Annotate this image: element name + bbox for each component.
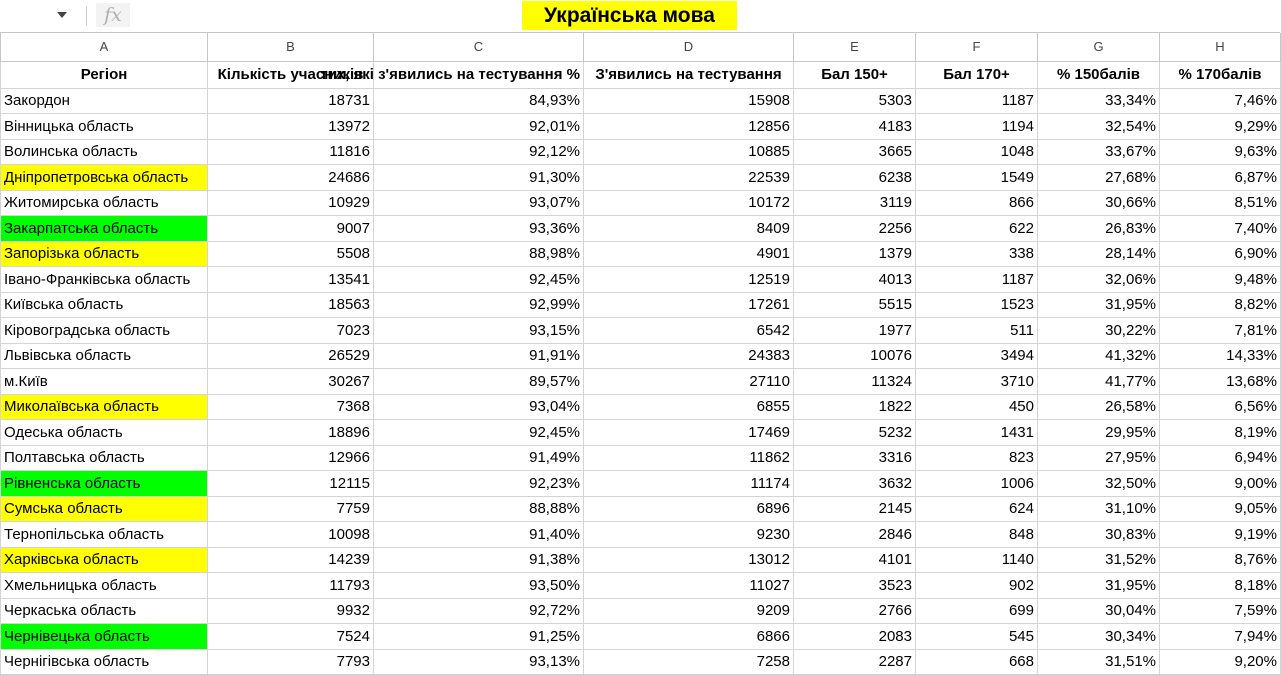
- pct-appeared-cell[interactable]: 92,45%: [374, 420, 584, 446]
- participants-cell[interactable]: 13972: [208, 114, 374, 140]
- spreadsheet-grid: [0, 33, 1281, 675]
- column-header-e[interactable]: E: [794, 33, 916, 61]
- appeared-cell[interactable]: 6866: [584, 624, 794, 650]
- table-row: [1, 420, 1281, 446]
- score150-cell[interactable]: 6238: [794, 165, 916, 191]
- pct150-cell[interactable]: 32,50%: [1038, 471, 1160, 497]
- table-row: [1, 139, 1281, 165]
- participants-cell[interactable]: 11793: [208, 573, 374, 599]
- score150-cell[interactable]: 3119: [794, 190, 916, 216]
- score170-cell[interactable]: 1140: [916, 547, 1038, 573]
- score150-cell[interactable]: 1379: [794, 241, 916, 267]
- appeared-cell[interactable]: 24383: [584, 343, 794, 369]
- appeared-cell[interactable]: 11174: [584, 471, 794, 497]
- score150-cell[interactable]: 11324: [794, 369, 916, 395]
- table-row: [1, 598, 1281, 624]
- table-row: [1, 165, 1281, 191]
- score150-cell[interactable]: 3632: [794, 471, 916, 497]
- appeared-cell[interactable]: 6855: [584, 394, 794, 420]
- appeared-cell[interactable]: 10172: [584, 190, 794, 216]
- participants-cell[interactable]: 14239: [208, 547, 374, 573]
- pct-appeared-cell[interactable]: 92,99%: [374, 292, 584, 318]
- pct150-cell[interactable]: 31,10%: [1038, 496, 1160, 522]
- participants-cell[interactable]: 10929: [208, 190, 374, 216]
- score170-cell[interactable]: 1048: [916, 139, 1038, 165]
- score170-cell[interactable]: 1187: [916, 267, 1038, 293]
- region-cell[interactable]: Черкаська область: [1, 598, 208, 624]
- score170-cell[interactable]: 1187: [916, 88, 1038, 114]
- score170-cell[interactable]: 450: [916, 394, 1038, 420]
- pct-appeared-cell[interactable]: 93,50%: [374, 573, 584, 599]
- participants-cell[interactable]: 7023: [208, 318, 374, 344]
- score150-cell[interactable]: 4101: [794, 547, 916, 573]
- pct-appeared-cell[interactable]: 91,30%: [374, 165, 584, 191]
- formula-bar-divider: [86, 6, 87, 26]
- participants-cell[interactable]: 26529: [208, 343, 374, 369]
- triangle-down-icon[interactable]: [52, 8, 72, 22]
- region-cell[interactable]: Тернопільська область: [1, 522, 208, 548]
- score170-cell[interactable]: 1006: [916, 471, 1038, 497]
- score150-cell[interactable]: 5232: [794, 420, 916, 446]
- pct-appeared-cell[interactable]: 92,72%: [374, 598, 584, 624]
- table-row: [1, 190, 1281, 216]
- fx-icon: fx: [96, 3, 130, 27]
- pct-appeared-cell[interactable]: 89,57%: [374, 369, 584, 395]
- table-row: [1, 445, 1281, 471]
- participants-cell[interactable]: 9007: [208, 216, 374, 242]
- appeared-cell[interactable]: 6542: [584, 318, 794, 344]
- pct-appeared-cell[interactable]: 93,07%: [374, 190, 584, 216]
- score170-cell[interactable]: 3710: [916, 369, 1038, 395]
- pct-appeared-cell[interactable]: 93,36%: [374, 216, 584, 242]
- pct170-cell[interactable]: 9,29%: [1160, 114, 1281, 140]
- column-header-b[interactable]: B: [208, 33, 374, 61]
- pct150-cell[interactable]: 26,58%: [1038, 394, 1160, 420]
- participants-cell[interactable]: 7793: [208, 649, 374, 675]
- region-cell[interactable]: Закарпатська область: [1, 216, 208, 242]
- table-row: [1, 114, 1281, 140]
- pct170-cell[interactable]: 7,46%: [1160, 88, 1281, 114]
- table-row: [1, 496, 1281, 522]
- pct-appeared-cell[interactable]: 93,15%: [374, 318, 584, 344]
- pct-appeared-cell[interactable]: 92,45%: [374, 267, 584, 293]
- header-cell-score150[interactable]: Бал 150+: [794, 61, 916, 88]
- score170-cell[interactable]: 1431: [916, 420, 1038, 446]
- participants-cell[interactable]: 9932: [208, 598, 374, 624]
- table-row: [1, 88, 1281, 114]
- score150-cell[interactable]: 3665: [794, 139, 916, 165]
- score150-cell[interactable]: 2287: [794, 649, 916, 675]
- score150-cell[interactable]: 5515: [794, 292, 916, 318]
- participants-cell[interactable]: 7524: [208, 624, 374, 650]
- table-header-row: [1, 61, 1281, 88]
- header-cell-region[interactable]: Регіон: [1, 61, 208, 88]
- column-header-row: [1, 33, 1281, 61]
- appeared-cell[interactable]: 13012: [584, 547, 794, 573]
- pct150-cell[interactable]: 27,95%: [1038, 445, 1160, 471]
- score150-cell[interactable]: 3316: [794, 445, 916, 471]
- pct170-cell[interactable]: 14,33%: [1160, 343, 1281, 369]
- score150-cell[interactable]: 3523: [794, 573, 916, 599]
- score170-cell[interactable]: 338: [916, 241, 1038, 267]
- pct-appeared-cell[interactable]: 93,13%: [374, 649, 584, 675]
- pct-appeared-cell[interactable]: 91,49%: [374, 445, 584, 471]
- score150-cell[interactable]: 4013: [794, 267, 916, 293]
- participants-cell[interactable]: 18563: [208, 292, 374, 318]
- pct170-cell[interactable]: 13,68%: [1160, 369, 1281, 395]
- appeared-cell[interactable]: 17261: [584, 292, 794, 318]
- pct150-cell[interactable]: 33,67%: [1038, 139, 1160, 165]
- pct170-cell[interactable]: 7,59%: [1160, 598, 1281, 624]
- pct-appeared-cell[interactable]: 88,88%: [374, 496, 584, 522]
- score170-cell[interactable]: 823: [916, 445, 1038, 471]
- pct-appeared-cell[interactable]: 88,98%: [374, 241, 584, 267]
- pct-appeared-cell[interactable]: 92,12%: [374, 139, 584, 165]
- pct170-cell[interactable]: 9,63%: [1160, 139, 1281, 165]
- region-cell[interactable]: Кіровоградська область: [1, 318, 208, 344]
- appeared-cell[interactable]: 11027: [584, 573, 794, 599]
- participants-cell[interactable]: 18731: [208, 88, 374, 114]
- appeared-cell[interactable]: 11862: [584, 445, 794, 471]
- region-cell[interactable]: Сумська область: [1, 496, 208, 522]
- table-row: [1, 241, 1281, 267]
- appeared-cell[interactable]: 22539: [584, 165, 794, 191]
- table-row: [1, 318, 1281, 344]
- pct150-cell[interactable]: 33,34%: [1038, 88, 1160, 114]
- table-row: [1, 267, 1281, 293]
- region-cell[interactable]: Рівненська область: [1, 471, 208, 497]
- pct150-cell[interactable]: 31,51%: [1038, 649, 1160, 675]
- region-cell[interactable]: Чернівецька область: [1, 624, 208, 650]
- pct-appeared-cell[interactable]: 91,38%: [374, 547, 584, 573]
- score170-cell[interactable]: 866: [916, 190, 1038, 216]
- appeared-cell[interactable]: 12519: [584, 267, 794, 293]
- formula-content[interactable]: Українська мова: [522, 1, 737, 30]
- pct150-cell[interactable]: 27,68%: [1038, 165, 1160, 191]
- table-row: [1, 471, 1281, 497]
- pct-appeared-cell[interactable]: 93,04%: [374, 394, 584, 420]
- region-cell[interactable]: Івано-Франківська область: [1, 267, 208, 293]
- pct150-cell[interactable]: 32,06%: [1038, 267, 1160, 293]
- region-cell[interactable]: Київська область: [1, 292, 208, 318]
- pct170-cell[interactable]: 8,19%: [1160, 420, 1281, 446]
- pct150-cell[interactable]: 31,52%: [1038, 547, 1160, 573]
- column-header-c[interactable]: C: [374, 33, 584, 61]
- pct150-cell[interactable]: 29,95%: [1038, 420, 1160, 446]
- column-header-a[interactable]: A: [1, 33, 208, 61]
- pct170-cell[interactable]: 6,90%: [1160, 241, 1281, 267]
- table-row: [1, 573, 1281, 599]
- table-row: [1, 292, 1281, 318]
- column-header-g[interactable]: G: [1038, 33, 1160, 61]
- region-cell[interactable]: Миколаївська область: [1, 394, 208, 420]
- participants-cell[interactable]: 10098: [208, 522, 374, 548]
- region-cell[interactable]: Львівська область: [1, 343, 208, 369]
- score170-cell[interactable]: 622: [916, 216, 1038, 242]
- pct170-cell[interactable]: 9,05%: [1160, 496, 1281, 522]
- participants-cell[interactable]: 11816: [208, 139, 374, 165]
- region-cell[interactable]: Дніпропетровська область: [1, 165, 208, 191]
- score150-cell[interactable]: 2145: [794, 496, 916, 522]
- score150-cell[interactable]: 2256: [794, 216, 916, 242]
- score150-cell[interactable]: 1822: [794, 394, 916, 420]
- score170-cell[interactable]: 1523: [916, 292, 1038, 318]
- score150-cell[interactable]: 2846: [794, 522, 916, 548]
- table-row: [1, 624, 1281, 650]
- region-cell[interactable]: Харківська область: [1, 547, 208, 573]
- score150-cell[interactable]: 2766: [794, 598, 916, 624]
- pct150-cell[interactable]: 30,83%: [1038, 522, 1160, 548]
- header-cell-participants[interactable]: Кількість учасників: [208, 61, 374, 88]
- header-cell-pct170[interactable]: % 170балів: [1160, 61, 1281, 88]
- header-cell-pct150[interactable]: % 150балів: [1038, 61, 1160, 88]
- header-cell-score170[interactable]: Бал 170+: [916, 61, 1038, 88]
- formula-bar: [0, 0, 1280, 33]
- score150-cell[interactable]: 5303: [794, 88, 916, 114]
- pct170-cell[interactable]: 6,87%: [1160, 165, 1281, 191]
- score170-cell[interactable]: 668: [916, 649, 1038, 675]
- pct170-cell[interactable]: 7,81%: [1160, 318, 1281, 344]
- pct150-cell[interactable]: 32,54%: [1038, 114, 1160, 140]
- region-cell[interactable]: Вінницька область: [1, 114, 208, 140]
- pct170-cell[interactable]: 7,94%: [1160, 624, 1281, 650]
- pct150-cell[interactable]: 31,95%: [1038, 573, 1160, 599]
- score150-cell[interactable]: 1977: [794, 318, 916, 344]
- pct150-cell[interactable]: 30,66%: [1038, 190, 1160, 216]
- region-cell[interactable]: Одеська область: [1, 420, 208, 446]
- pct-appeared-cell[interactable]: 91,91%: [374, 343, 584, 369]
- pct150-cell[interactable]: 30,34%: [1038, 624, 1160, 650]
- score170-cell[interactable]: 3494: [916, 343, 1038, 369]
- score170-cell[interactable]: 699: [916, 598, 1038, 624]
- participants-cell[interactable]: 7368: [208, 394, 374, 420]
- participants-cell[interactable]: 18896: [208, 420, 374, 446]
- participants-cell[interactable]: 24686: [208, 165, 374, 191]
- score170-cell[interactable]: 1194: [916, 114, 1038, 140]
- participants-cell[interactable]: 12966: [208, 445, 374, 471]
- pct-appeared-cell[interactable]: 91,40%: [374, 522, 584, 548]
- pct170-cell[interactable]: 8,51%: [1160, 190, 1281, 216]
- region-cell[interactable]: Хмельницька область: [1, 573, 208, 599]
- region-cell[interactable]: Полтавська область: [1, 445, 208, 471]
- pct170-cell[interactable]: 9,00%: [1160, 471, 1281, 497]
- appeared-cell[interactable]: 15908: [584, 88, 794, 114]
- pct-appeared-cell[interactable]: 92,23%: [374, 471, 584, 497]
- table-row: [1, 547, 1281, 573]
- appeared-cell[interactable]: 4901: [584, 241, 794, 267]
- score170-cell[interactable]: 624: [916, 496, 1038, 522]
- appeared-cell[interactable]: 6896: [584, 496, 794, 522]
- table-row: [1, 394, 1281, 420]
- pct150-cell[interactable]: 31,95%: [1038, 292, 1160, 318]
- pct170-cell[interactable]: 8,18%: [1160, 573, 1281, 599]
- pct150-cell[interactable]: 26,83%: [1038, 216, 1160, 242]
- pct150-cell[interactable]: 28,14%: [1038, 241, 1160, 267]
- pct170-cell[interactable]: 9,48%: [1160, 267, 1281, 293]
- region-cell[interactable]: Чернігівська область: [1, 649, 208, 675]
- region-cell[interactable]: Запорізька область: [1, 241, 208, 267]
- participants-cell[interactable]: 7759: [208, 496, 374, 522]
- score170-cell[interactable]: 848: [916, 522, 1038, 548]
- header-cell-appeared[interactable]: З'явились на тестування: [584, 61, 794, 88]
- appeared-cell[interactable]: 9230: [584, 522, 794, 548]
- region-cell[interactable]: Житомирська область: [1, 190, 208, 216]
- appeared-cell[interactable]: 7258: [584, 649, 794, 675]
- score170-cell[interactable]: 1549: [916, 165, 1038, 191]
- column-header-f[interactable]: F: [916, 33, 1038, 61]
- pct150-cell[interactable]: 41,32%: [1038, 343, 1160, 369]
- score150-cell[interactable]: 4183: [794, 114, 916, 140]
- score170-cell[interactable]: 545: [916, 624, 1038, 650]
- appeared-cell[interactable]: 27110: [584, 369, 794, 395]
- score150-cell[interactable]: 2083: [794, 624, 916, 650]
- table-row: [1, 369, 1281, 395]
- table-row: [1, 522, 1281, 548]
- participants-cell[interactable]: 5508: [208, 241, 374, 267]
- appeared-cell[interactable]: 17469: [584, 420, 794, 446]
- column-header-h[interactable]: H: [1160, 33, 1281, 61]
- score170-cell[interactable]: 902: [916, 573, 1038, 599]
- appeared-cell[interactable]: 12856: [584, 114, 794, 140]
- participants-cell[interactable]: 13541: [208, 267, 374, 293]
- pct170-cell[interactable]: 8,82%: [1160, 292, 1281, 318]
- header-cell-pct-appeared[interactable]: % тих, які з'явились на тестування: [374, 61, 584, 88]
- pct-appeared-cell[interactable]: 91,25%: [374, 624, 584, 650]
- pct170-cell[interactable]: 9,19%: [1160, 522, 1281, 548]
- pct150-cell[interactable]: 30,04%: [1038, 598, 1160, 624]
- pct170-cell[interactable]: 9,20%: [1160, 649, 1281, 675]
- table-row: [1, 216, 1281, 242]
- column-header-d[interactable]: D: [584, 33, 794, 61]
- participants-cell[interactable]: 30267: [208, 369, 374, 395]
- table-row: [1, 649, 1281, 675]
- appeared-cell[interactable]: 9209: [584, 598, 794, 624]
- pct-appeared-cell[interactable]: 92,01%: [374, 114, 584, 140]
- pct150-cell[interactable]: 41,77%: [1038, 369, 1160, 395]
- pct170-cell[interactable]: 6,56%: [1160, 394, 1281, 420]
- pct170-cell[interactable]: 6,94%: [1160, 445, 1281, 471]
- score170-cell[interactable]: 511: [916, 318, 1038, 344]
- table-row: [1, 343, 1281, 369]
- pct-appeared-cell[interactable]: 84,93%: [374, 88, 584, 114]
- region-cell[interactable]: м.Київ: [1, 369, 208, 395]
- score150-cell[interactable]: 10076: [794, 343, 916, 369]
- pct170-cell[interactable]: 7,40%: [1160, 216, 1281, 242]
- region-cell[interactable]: Волинська область: [1, 139, 208, 165]
- appeared-cell[interactable]: 10885: [584, 139, 794, 165]
- pct170-cell[interactable]: 8,76%: [1160, 547, 1281, 573]
- region-cell[interactable]: Закордон: [1, 88, 208, 114]
- pct150-cell[interactable]: 30,22%: [1038, 318, 1160, 344]
- participants-cell[interactable]: 12115: [208, 471, 374, 497]
- appeared-cell[interactable]: 8409: [584, 216, 794, 242]
